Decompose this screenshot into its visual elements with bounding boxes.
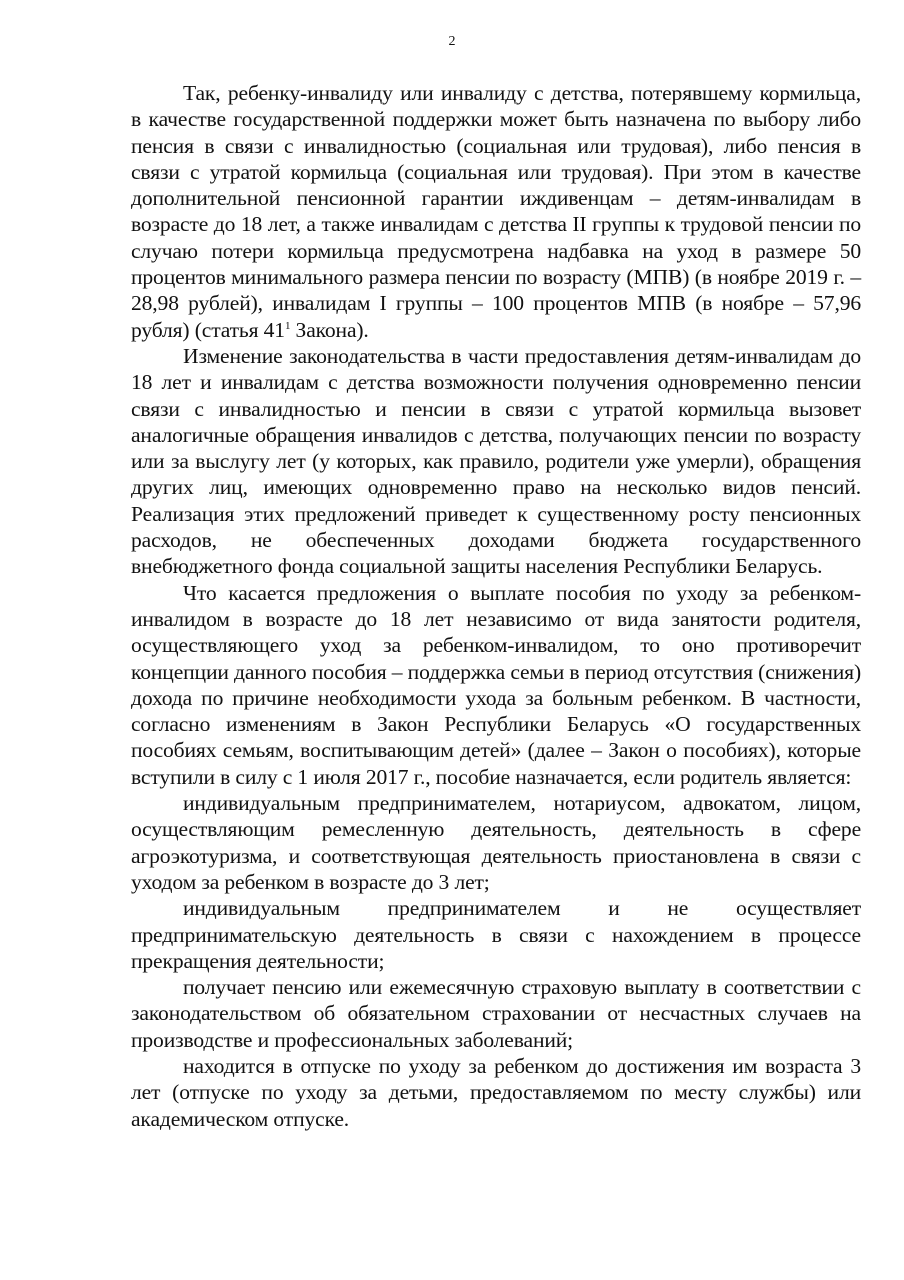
page-number: 2 <box>448 34 456 49</box>
paragraph-benefit-concept: Что касается предложения о выплате пособия по уходу за ребенком-инвалидом в возрасте до 18 лет независимо от вида занятости родителя, осуществляющего уход за ребенком-инвалидом, то оно противоречит концепции данного пособия – поддержка семьи в период отсутствия (снижения) дохода по причине необходимости ухода за больным ребенком. В частности, согласно изменениям в Закон Республики Беларусь «О государственных пособиях семьям, воспитывающим детей» (далее – Закон о пособиях), которые вступили в силу с 1 июля 2017 г., пособие назначается, если родитель является: <box>131 580 861 789</box>
list-item-parental-leave: находится в отпуске по уходу за ребенком до достижения им возраста 3 лет (отпуске по уходу за детьми, предоставляемом по месту службы) или академическом отпуске. <box>131 1053 861 1131</box>
paragraph-pension-choice <box>131 80 861 343</box>
paragraph-legislation-change: Изменение законодательства в части предоставления детям-инвалидам до 18 лет и инвалидам с детства возможности получения одновременно пенсии связи с инвалидностью и пенсии в связи с утратой кормильца вызовет аналогичные обращения инвалидов с детства, получающих пенсии по возрасту или за выслугу лет (у которых, как правило, родители уже умерли), обращения других лиц, имеющих одновременно право на несколько видов пенсий. Реализация этих предложений приведет к существенному росту пенсионных расходов, не обеспеченных доходами бюджета государственного внебюджетного фонда социальной защиты населения Республики Беларусь. <box>131 343 861 579</box>
paragraph-text-tail: Закона). <box>290 317 369 342</box>
paragraph-text: Так, ребенку-инвалиду или инвалиду с детства, потерявшему кормильца, в качестве государственной поддержки может быть назначена по выбору либо пенсия в связи с инвалидностью (социальная или трудовая), либо пенсия в связи с утратой кормильца (социальная или трудовая). При этом в качестве дополнительной пенсионной гарантии иждивенцам – детям-инвалидам в возрасте до 18 лет, а также инвалидам с детства II группы к трудовой пенсии по случаю потери кормильца предусмотрена надбавка на уход в размере 50 процентов минимального размера пенсии по возрасту (МПВ) (в ноябре 2019 г. – 28,98 рублей), инвалидам I группы – 100 процентов МПВ (в ноябре – 57,96 рубля) (статья 41 <box>131 81 861 342</box>
superscript-article-index: 1 <box>284 319 291 332</box>
document-body <box>131 80 861 1132</box>
list-item-pension-recipient: получает пенсию или ежемесячную страховую выплату в соответствии с законодательством об обязательном страховании от несчастных случаев на производстве и профессиональных заболеваний; <box>131 975 861 1052</box>
list-item-entrepreneur-terminating: индивидуальным предпринимателем и не осуществляет предпринимательскую деятельность в связи с нахождением в процессе прекращения деятельности; <box>131 896 861 973</box>
list-item-entrepreneur-suspended: индивидуальным предпринимателем, нотариусом, адвокатом, лицом, осуществляющим ремесленную деятельность, деятельность в сфере агроэкотуризма, и соответствующая деятельность приостановлена в связи с уходом за ребенком в возрасте до 3 лет; <box>131 791 861 894</box>
